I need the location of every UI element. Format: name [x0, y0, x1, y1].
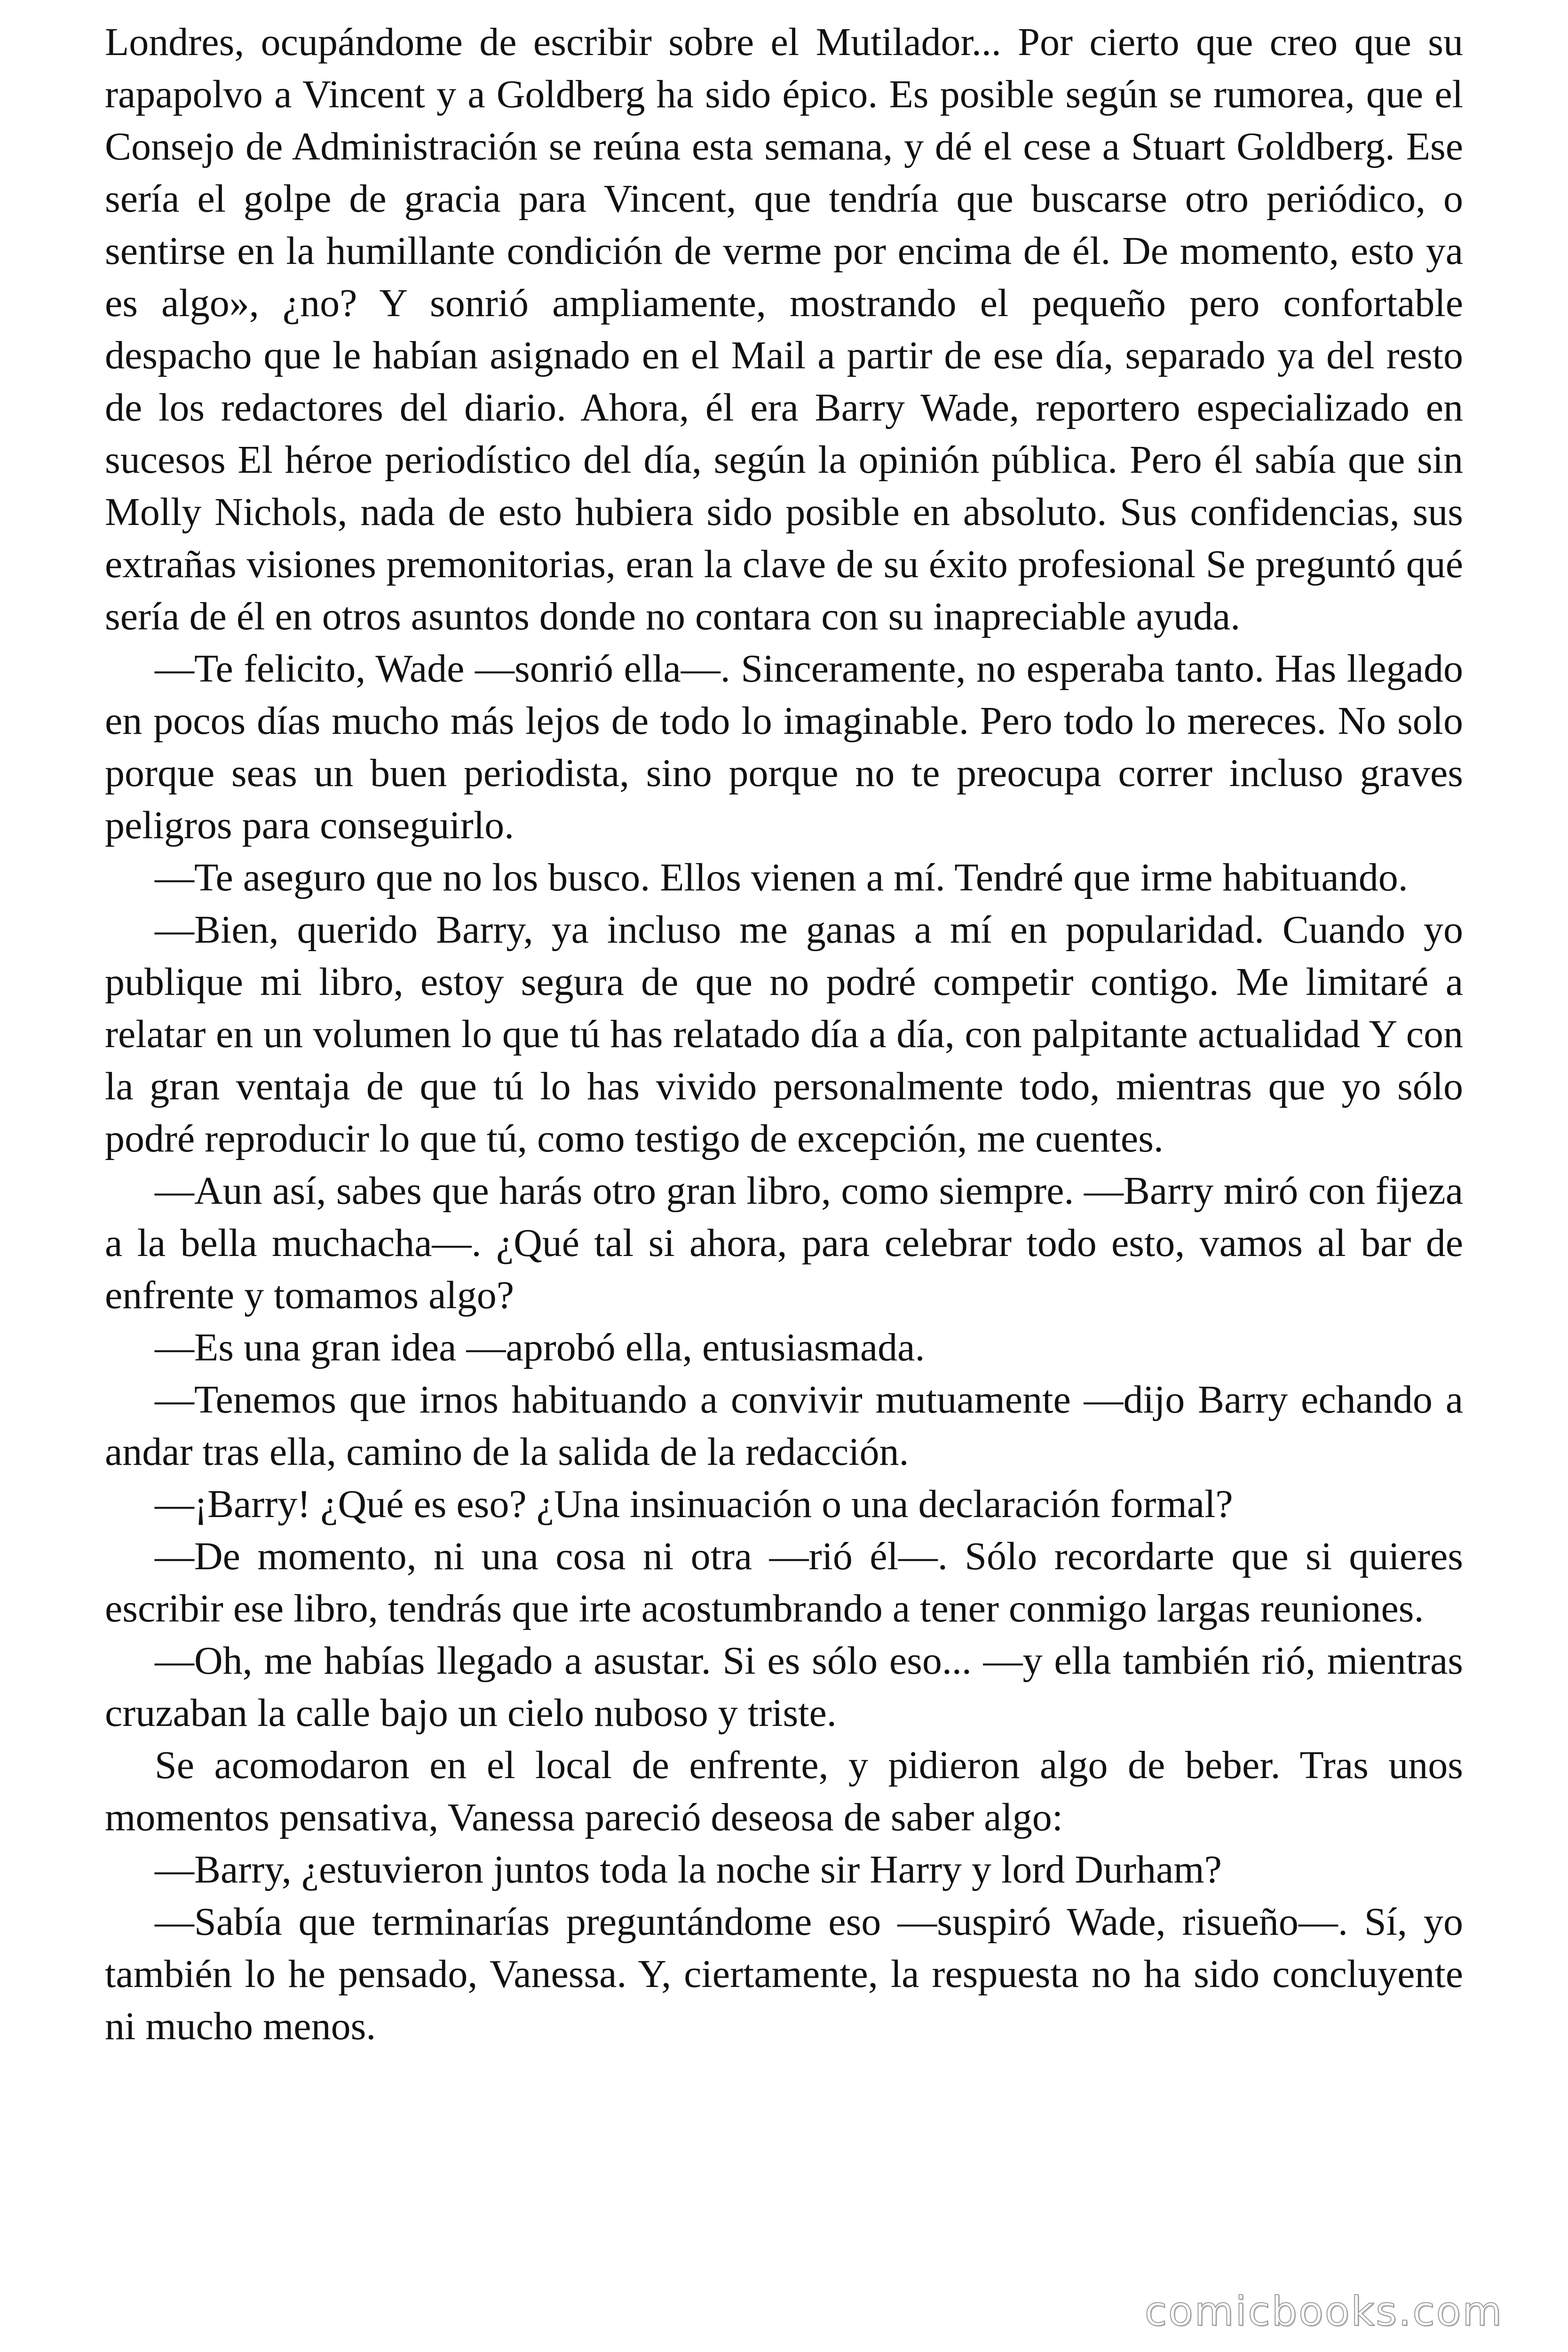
paragraph: —Te aseguro que no los busco. Ellos vienen a mí. Tendré que irme habituando.: [155, 856, 1408, 899]
paragraph-continuation: Londres, ocupándome de escribir sobre el Mutilador... Por cierto que creo que su rapapolvo a Vincent y a Goldberg ha sido épico. Es posible según se rumorea, que el Consejo de Administración se reúna esta semana, y dé el cese a Stuart Goldberg. Ese sería el golpe de gracia para Vincent, que tendría que buscarse otro periódico, o sentirse en la humillante condición de verme por encima de él. De momento, esto ya es algo», ¿no? Y sonrió ampliamente, mostrando el pequeño pero confortable despacho que le habían asignado en el Mail a partir de ese día, separado ya del resto de los redactores del diario. Ahora, él era Barry Wade, reportero especializado en sucesos El héroe periodístico del día, según la opinión pública. Pero él sabía que sin Molly Nichols, nada de esto hubiera sido posible en absoluto. Sus confidencias, sus extrañas visiones premonitorias, eran la clave de su éxito profesional Se preguntó qué sería de él en otros asuntos donde no contara con su inapreciable ayuda.: [105, 20, 1463, 638]
paragraph: —Tenemos que irnos habituando a convivir mutuamente —dijo Barry echando a andar tras ella, camino de la salida de la redacción.: [105, 1378, 1463, 1474]
watermark: comicbooks.com: [1144, 2288, 1503, 2335]
paragraph: —Es una gran idea —aprobó ella, entusiasmada.: [155, 1326, 925, 1369]
paragraph: —Sabía que terminarías preguntándome eso —suspiró Wade, risueño—. Sí, yo también lo he pensado, Vanessa. Y, ciertamente, la respuesta no ha sido concluyente ni mucho menos.: [105, 1900, 1463, 2048]
paragraph: —¡Barry! ¿Qué es eso? ¿Una insinuación o una declaración formal?: [155, 1482, 1233, 1526]
paragraph: Se acomodaron en el local de enfrente, y pidieron algo de beber. Tras unos momentos pensativa, Vanessa pareció deseosa de saber algo:: [105, 1743, 1463, 1839]
paragraph: —De momento, ni una cosa ni otra —rió él—. Sólo recordarte que si quieres escribir ese libro, tendrás que irte acostumbrando a tener conmigo largas reuniones.: [105, 1534, 1463, 1630]
book-page-text: [105, 16, 1463, 2052]
paragraph: —Aun así, sabes que harás otro gran libro, como siempre. —Barry miró con fijeza a la bella muchacha—. ¿Qué tal si ahora, para celebrar todo esto, vamos al bar de enfrente y tomamos algo?: [105, 1169, 1463, 1317]
paragraph: —Bien, querido Barry, ya incluso me ganas a mí en popularidad. Cuando yo publique mi libro, estoy segura de que no podré competir contigo. Me limitaré a relatar en un volumen lo que tú has relatado día a día, con palpitante actualidad Y con la gran ventaja de que tú lo has vivido personalmente todo, mientras que yo sólo podré reproducir lo que tú, como testigo de excepción, me cuentes.: [105, 908, 1463, 1160]
paragraph: —Te felicito, Wade —sonrió ella—. Sinceramente, no esperaba tanto. Has llegado en pocos días mucho más lejos de todo lo imaginable. Pero todo lo mereces. No solo porque seas un buen periodista, sino porque no te preocupa correr incluso graves peligros para conseguirlo.: [105, 647, 1463, 847]
paragraph: —Oh, me habías llegado a asustar. Si es sólo eso... —y ella también rió, mientras cruzaban la calle bajo un cielo nuboso y triste.: [105, 1639, 1463, 1735]
paragraph: —Barry, ¿estuvieron juntos toda la noche sir Harry y lord Durham?: [155, 1848, 1222, 1891]
